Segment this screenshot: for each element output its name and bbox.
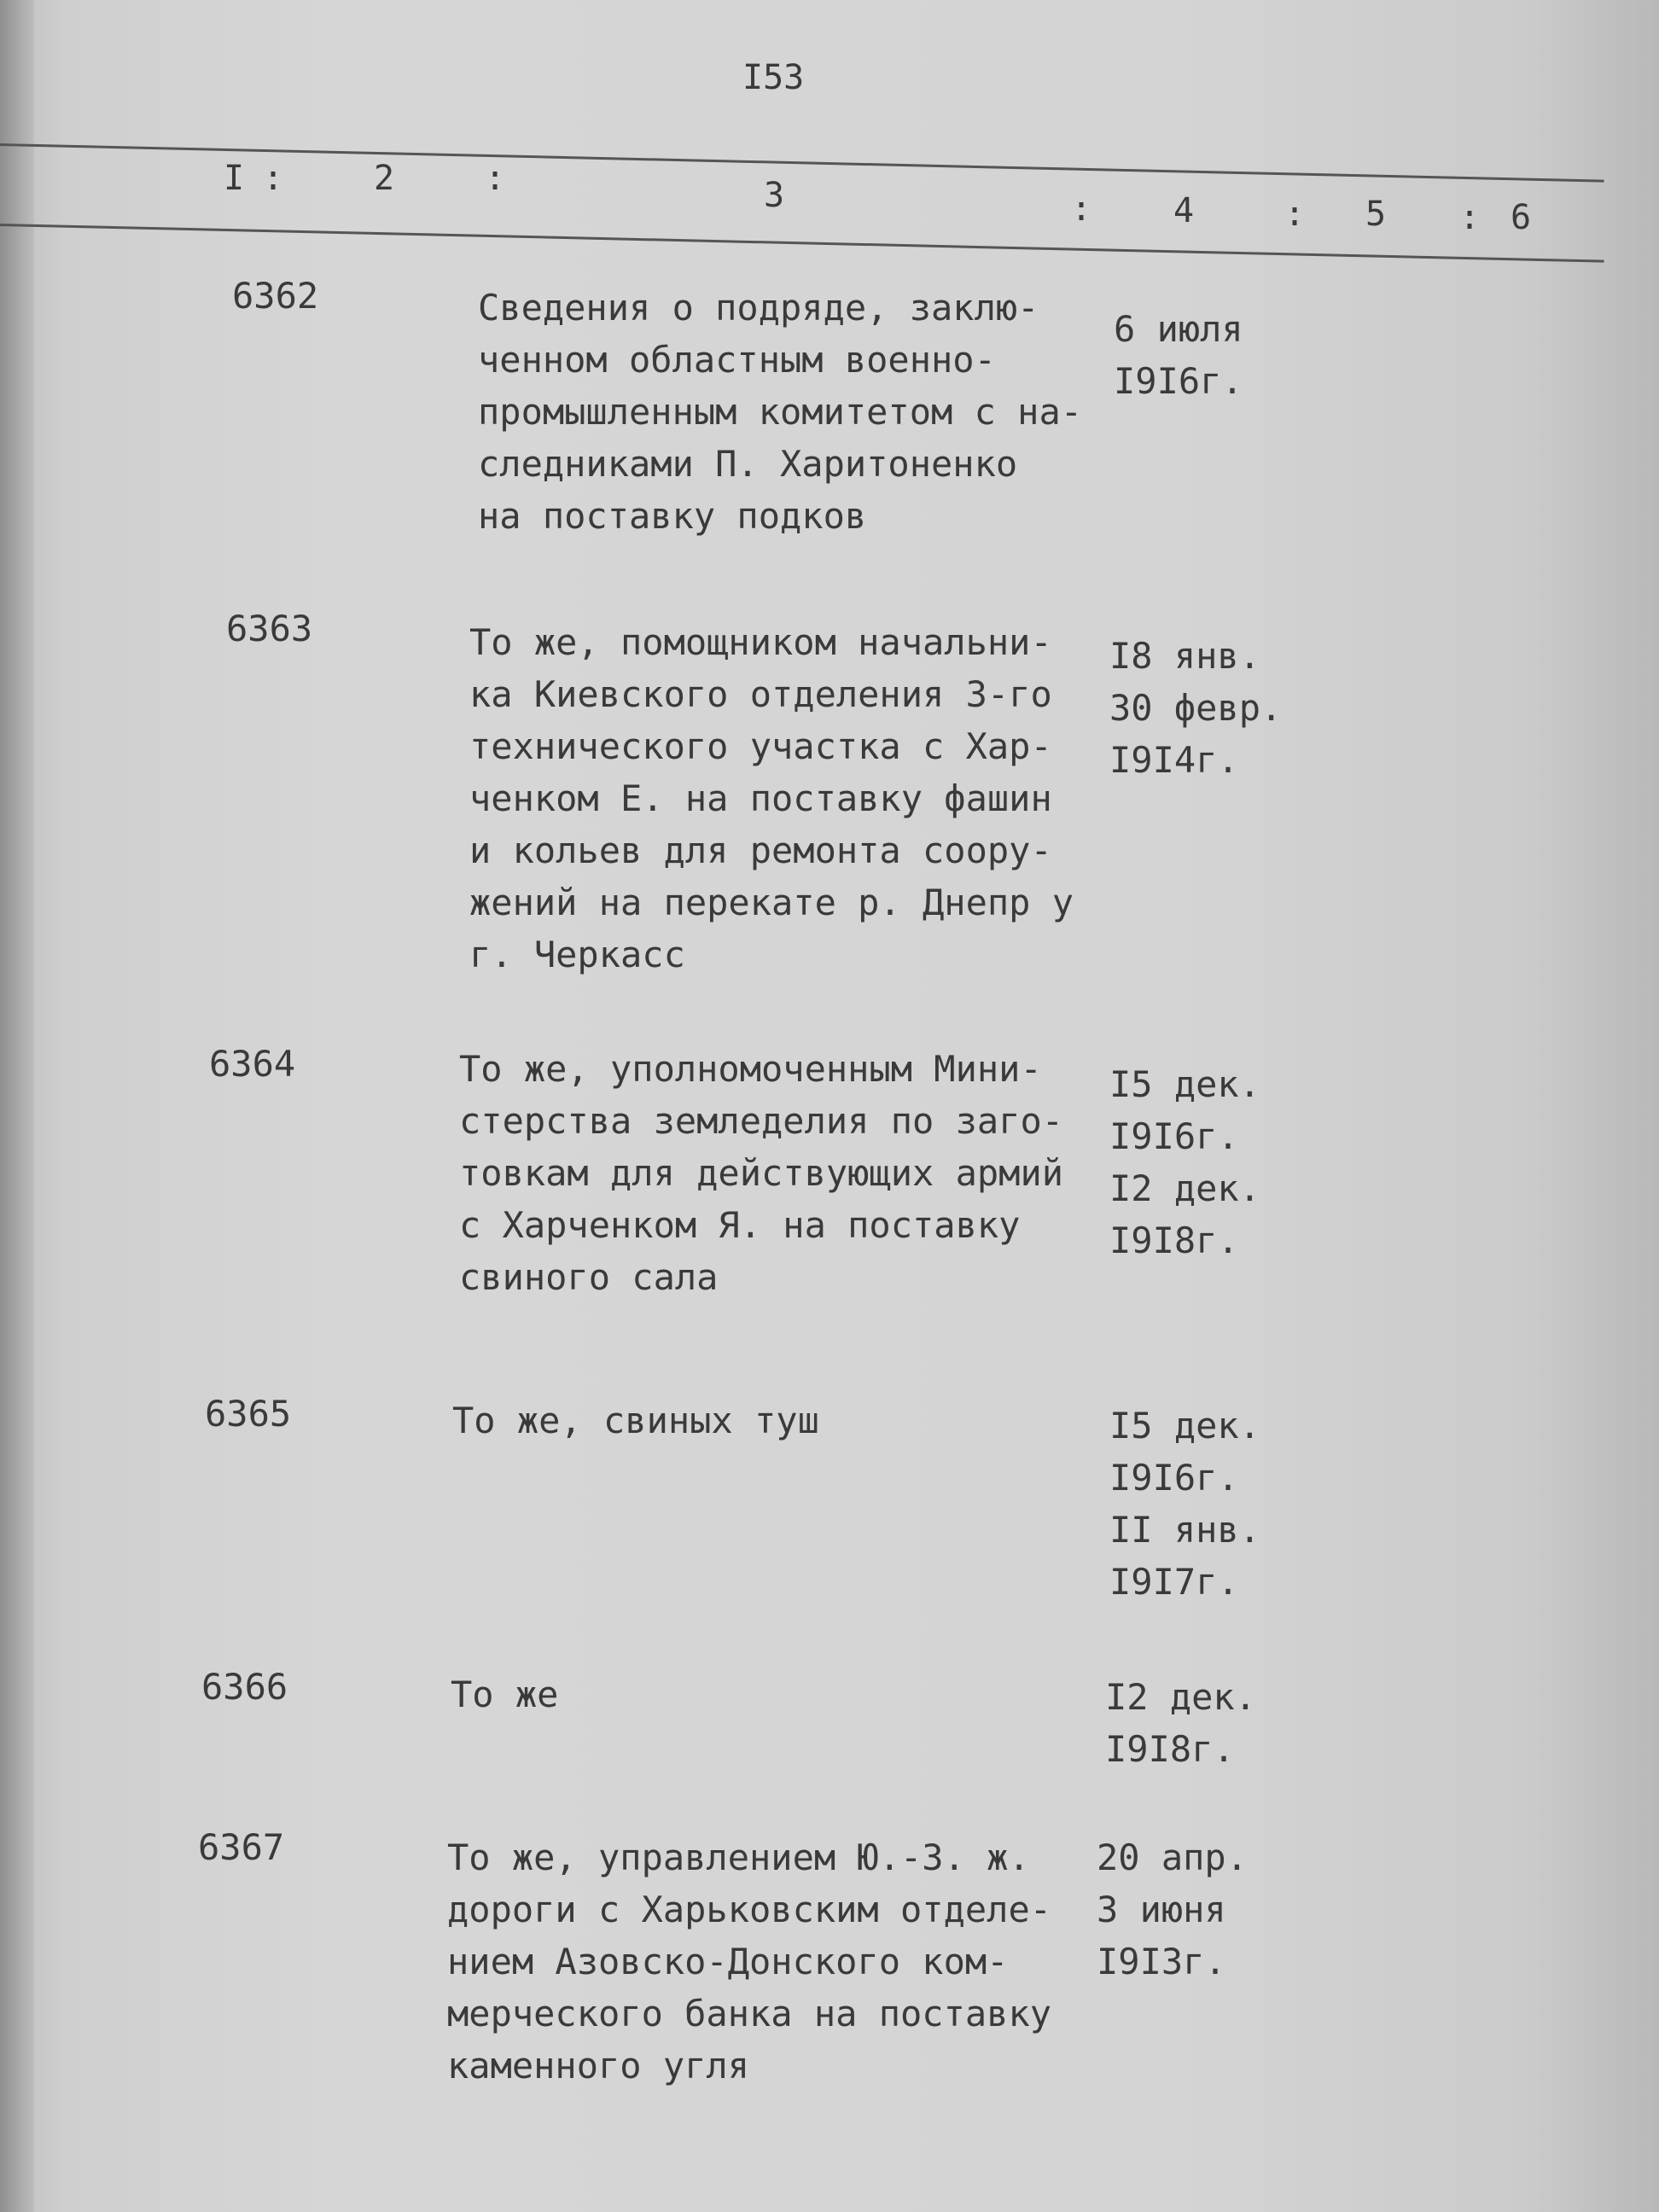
entry-dates: 20 апр. 3 июня I9I3г. <box>1097 1837 1249 1982</box>
entry-number: 6363 <box>226 608 313 649</box>
entry-dates: I5 дек. I9I6г. I2 дек. I9I8г. <box>1109 1063 1261 1261</box>
column-header-separator: : <box>1284 195 1306 234</box>
column-header-separator: : <box>1459 198 1481 237</box>
column-header-5: 5 <box>1365 195 1387 234</box>
page-edge-shadow <box>0 0 34 2212</box>
entry-description: То же, уполномоченным Мини- стерства земледелия по заго- товкам для действующих армий с Харченком Я. на поставку свиного сала <box>459 1048 1064 1298</box>
entry-dates: I2 дек. I9I8г. <box>1105 1676 1257 1770</box>
entry-dates: I8 янв. 30 февр. I9I4г. <box>1109 635 1283 781</box>
column-header-3: 3 <box>764 176 785 215</box>
entry-description: То же, помощником начальни- ка Киевского отделения 3-го технического участка с Хар- ченком Е. на поставку фашин и кольев для ремонта соору- жений на перекате р. Днепр у г. Черкасс <box>469 621 1074 975</box>
entry-number: 6367 <box>198 1826 285 1868</box>
entry-number: 6364 <box>209 1043 296 1085</box>
entry-number: 6362 <box>232 275 319 317</box>
column-header-4: 4 <box>1173 191 1195 230</box>
column-header-2: 2 <box>374 159 395 198</box>
entry-description: То же, управлением Ю.-З. ж. дороги с Харьковским отделе- нием Азовско-Донского ком- мерческого банка на поставку каменного угля <box>447 1837 1052 2087</box>
column-header-separator: : <box>1071 189 1092 229</box>
entry-description: То же <box>451 1674 559 1715</box>
column-header-separator: : <box>485 159 506 198</box>
entry-dates: I5 дек. I9I6г. II янв. I9I7г. <box>1109 1405 1261 1603</box>
entry-description: Сведения о подряде, заклю- ченном областным военно- промышленным комитетом с на- следниками П. Харитоненко на поставку подков <box>478 287 1083 537</box>
page-number: I53 <box>742 58 805 97</box>
entry-description: То же, свиных туш <box>452 1400 819 1441</box>
column-header-6: 6 <box>1511 198 1532 237</box>
column-header-separator: : <box>263 159 284 198</box>
entry-dates: 6 июля I9I6г. <box>1114 308 1243 402</box>
column-header-1: I <box>224 159 245 198</box>
entry-number: 6365 <box>205 1393 292 1435</box>
entry-number: 6366 <box>201 1666 288 1708</box>
header-bottom-rule <box>0 224 1604 263</box>
